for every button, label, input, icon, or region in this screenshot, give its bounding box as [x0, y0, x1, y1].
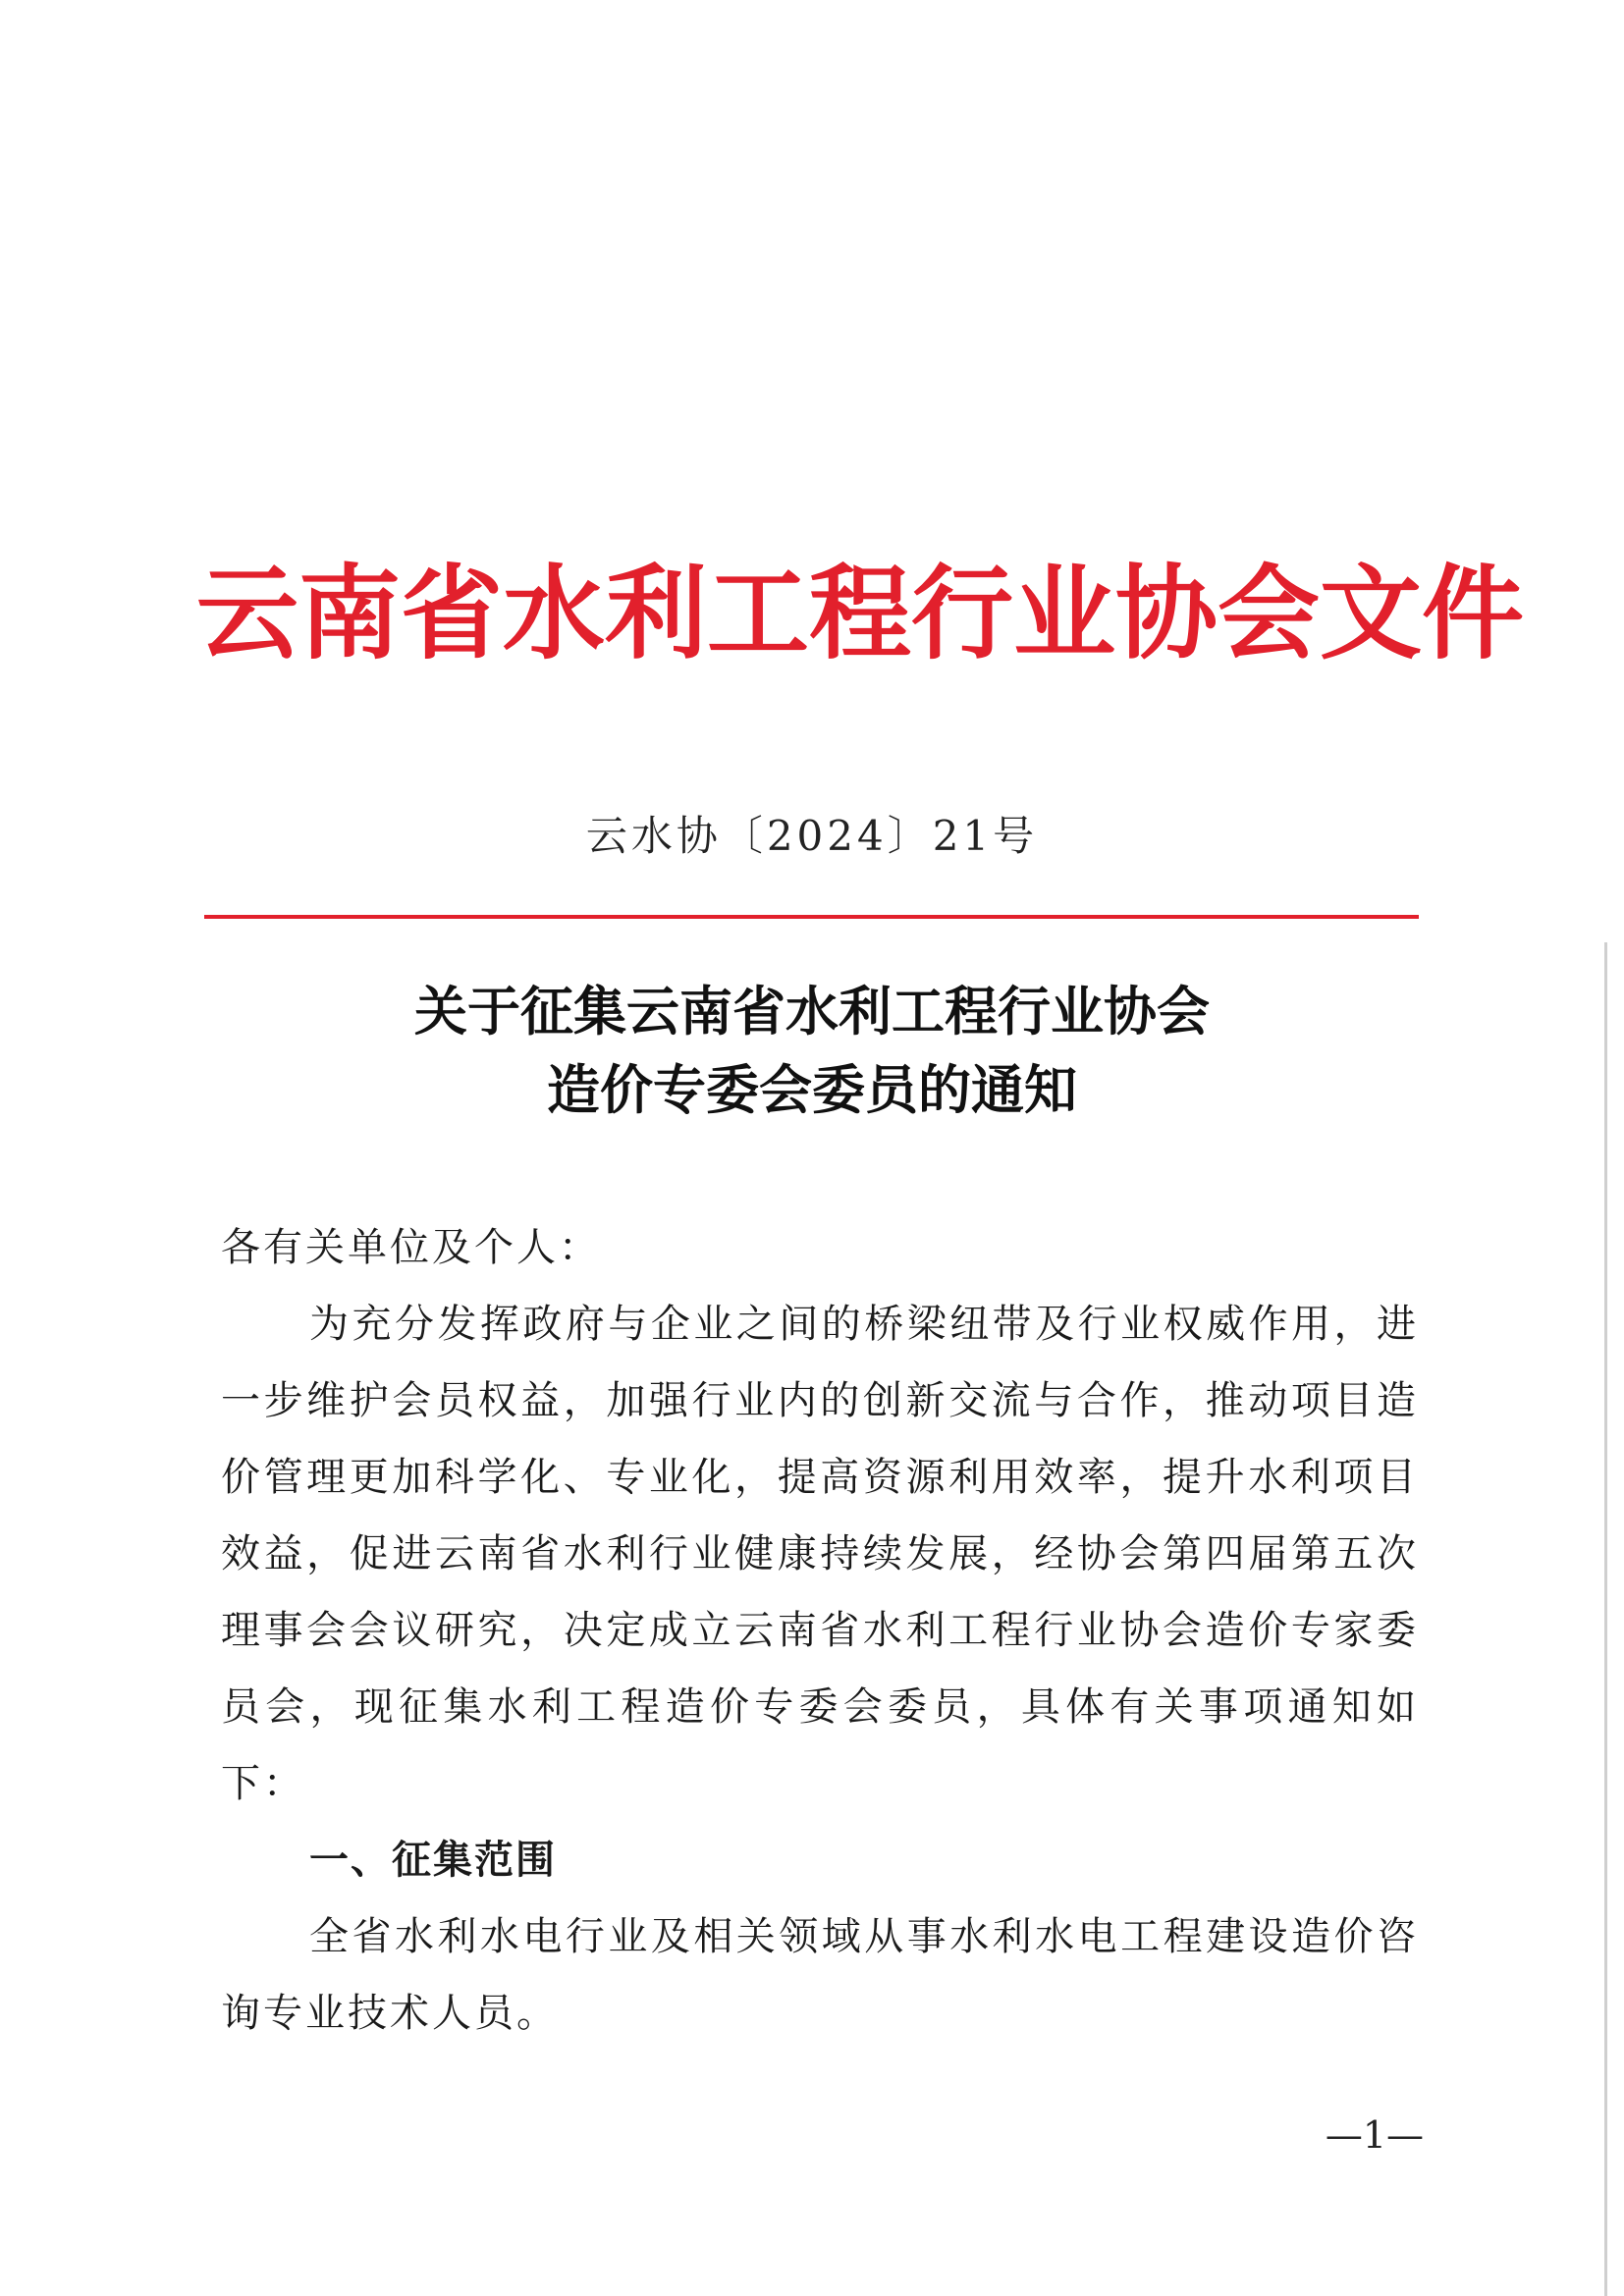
- notice-title-line-1: 关于征集云南省水利工程行业协会: [414, 980, 1210, 1042]
- notice-title-line-2: 造价专委会委员的通知: [547, 1058, 1077, 1121]
- section-1-heading: 一、征集范围: [309, 1838, 557, 1883]
- intro-paragraph: 为充分发挥政府与企业之间的桥梁纽带及行业权威作用，进一步维护会员权益，加强行业内的创新交流与合作，推动项目造价管理更加科学化、专业化，提高资源利用效率，提升水利项目效益，促进云南省水利行业健康持续发展，经协会第四届第五次理事会会议研究，决定成立云南省水利工程行业协会造价专家委员会，现征集水利工程造价专委会委员，具体有关事项通知如下：: [221, 1302, 1419, 1806]
- masthead-title: 云南省水利工程行业协会文件: [196, 553, 1525, 673]
- red-divider-rule: [204, 915, 1419, 919]
- scan-edge-line: [1604, 942, 1607, 2296]
- document-number: 云水协〔2024〕21号: [585, 812, 1039, 860]
- page-number: —1—: [1325, 2113, 1424, 2157]
- notice-title: [0, 972, 1624, 1129]
- notice-body: [221, 1209, 1419, 2052]
- section-1-text: 全省水利水电行业及相关领域从事水利水电工程建设造价咨询专业技术人员。: [221, 1914, 1419, 2036]
- salutation: 各有关单位及个人：: [221, 1225, 601, 1270]
